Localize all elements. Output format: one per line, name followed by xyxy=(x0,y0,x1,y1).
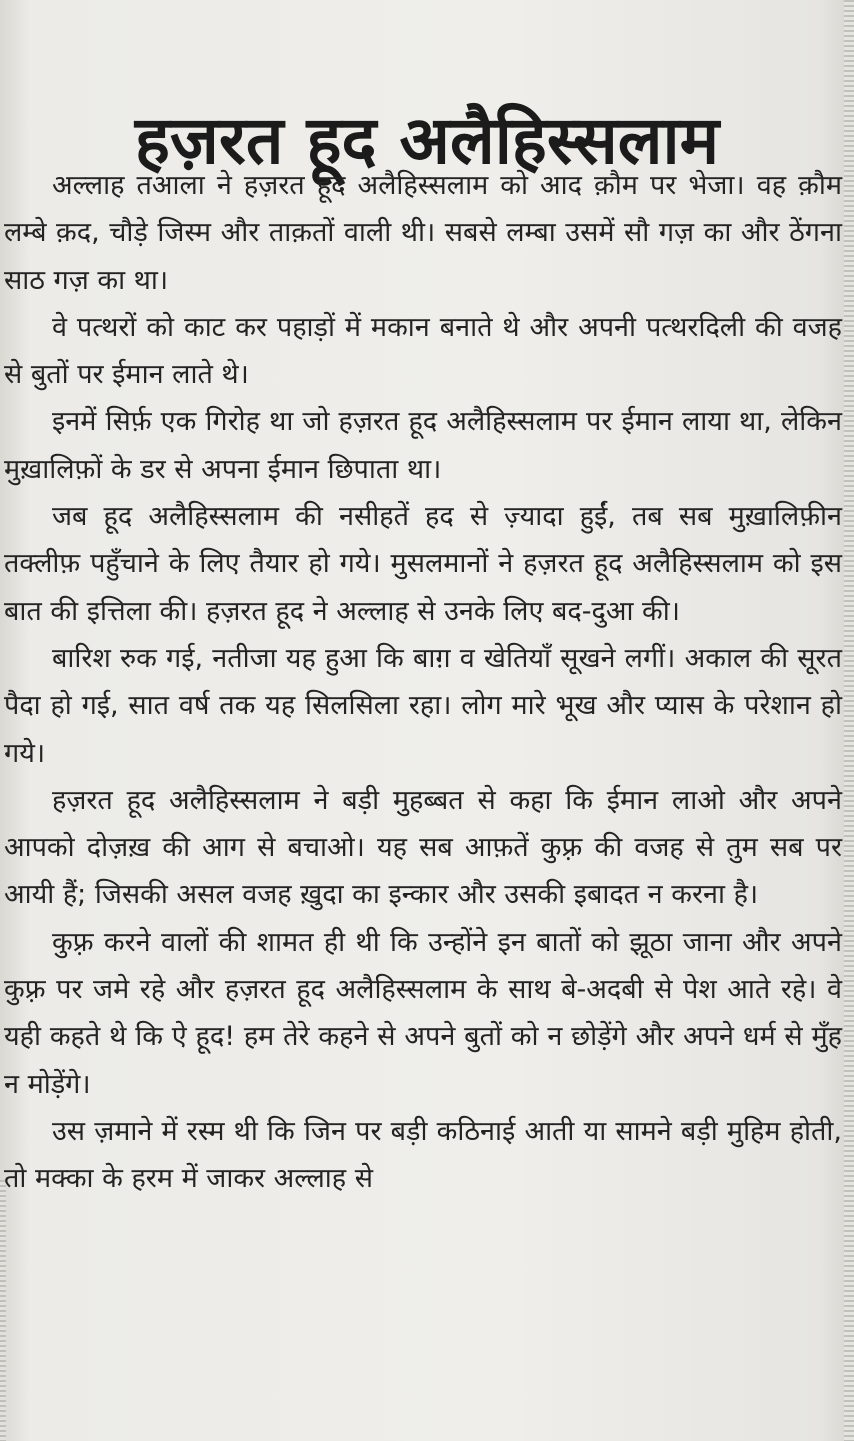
paragraph-8: उस ज़माने में रस्म थी कि जिन पर बड़ी कठिनाई आती या सामने बड़ी मुहिम होती, तो मक्का के हरम में जाकर अल्लाह से xyxy=(4,1115,842,1195)
paragraph-5: बारिश रुक गई, नतीजा यह हुआ कि बाग़ व खेतियाँ सूखने लगीं। अकाल की सूरत पैदा हो गई, सात वर्ष तक यह सिलसिला रहा। लोग मारे भूख और प्यास के परेशान हो गये। xyxy=(4,642,842,769)
paragraph-4: जब हूद अलैहिस्सलाम की नसीहतें हद से ज़्यादा हुईं, तब सब मुख़ालिफ़ीन तक्लीफ़ पहुँचाने के लिए तैयार हो गये। मुसलमानों ने हज़रत हूद अलैहिस्सलाम को इस बात की इत्तिला की। हज़रत हूद ने अल्लाह से उनके लिए बद-दुआ की। xyxy=(4,501,842,627)
chapter-title: हज़रत हूद अलैहिस्सलाम xyxy=(134,102,720,180)
page-edge-left xyxy=(0,1180,6,1441)
paragraph-1: अल्लाह तआला ने हज़रत हूद अलैहिस्सलाम को आद क़ौम पर भेजा। वह क़ौम लम्बे क़द, चौड़े जिस्म और ताक़तों वाली थी। सबसे लम्बा उसमें सौ गज़ का और ठेंगना साठ गज़ का था। xyxy=(4,170,842,296)
page-edge-right xyxy=(844,0,854,1441)
paragraph-7: कुफ़्र करने वालों की शामत ही थी कि उन्होंने इन बातों को झूठा जाना और अपने कुफ़्र पर जमे रहे और हज़रत हूद अलैहिस्सलाम के साथ बे-अदबी से पेश आते रहे। वे यही कहते थे कि ऐ हूद! हम तेरे कहने से अपने बुतों को न छोड़ेंगे और अपने धर्म से मुँह न मोड़ेंगे। xyxy=(4,926,842,1100)
paragraph-3: इनमें सिर्फ़ एक गिरोह था जो हज़रत हूद अलैहिस्सलाम पर ईमान लाया था, लेकिन मुख़ालिफ़ों के डर से अपना ईमान छिपाता था। xyxy=(4,406,842,485)
chapter-body xyxy=(4,162,842,1203)
paragraph-6: हज़रत हूद अलैहिस्सलाम ने बड़ी मुहब्बत से कहा कि ईमान लाओ और अपने आपको दोज़ख़ की आग से बचाओ। यह सब आफ़तें कुफ़्र की वजह से तुम सब पर आयी हैं; जिसकी असल वजह ख़ुदा का इन्कार और उसकी इबादत न करना है। xyxy=(4,784,842,911)
paragraph-2: वे पत्थरों को काट कर पहाड़ों में मकान बनाते थे और अपनी पत्थरदिली की वजह से बुतों पर ईमान लाते थे। xyxy=(4,311,842,391)
